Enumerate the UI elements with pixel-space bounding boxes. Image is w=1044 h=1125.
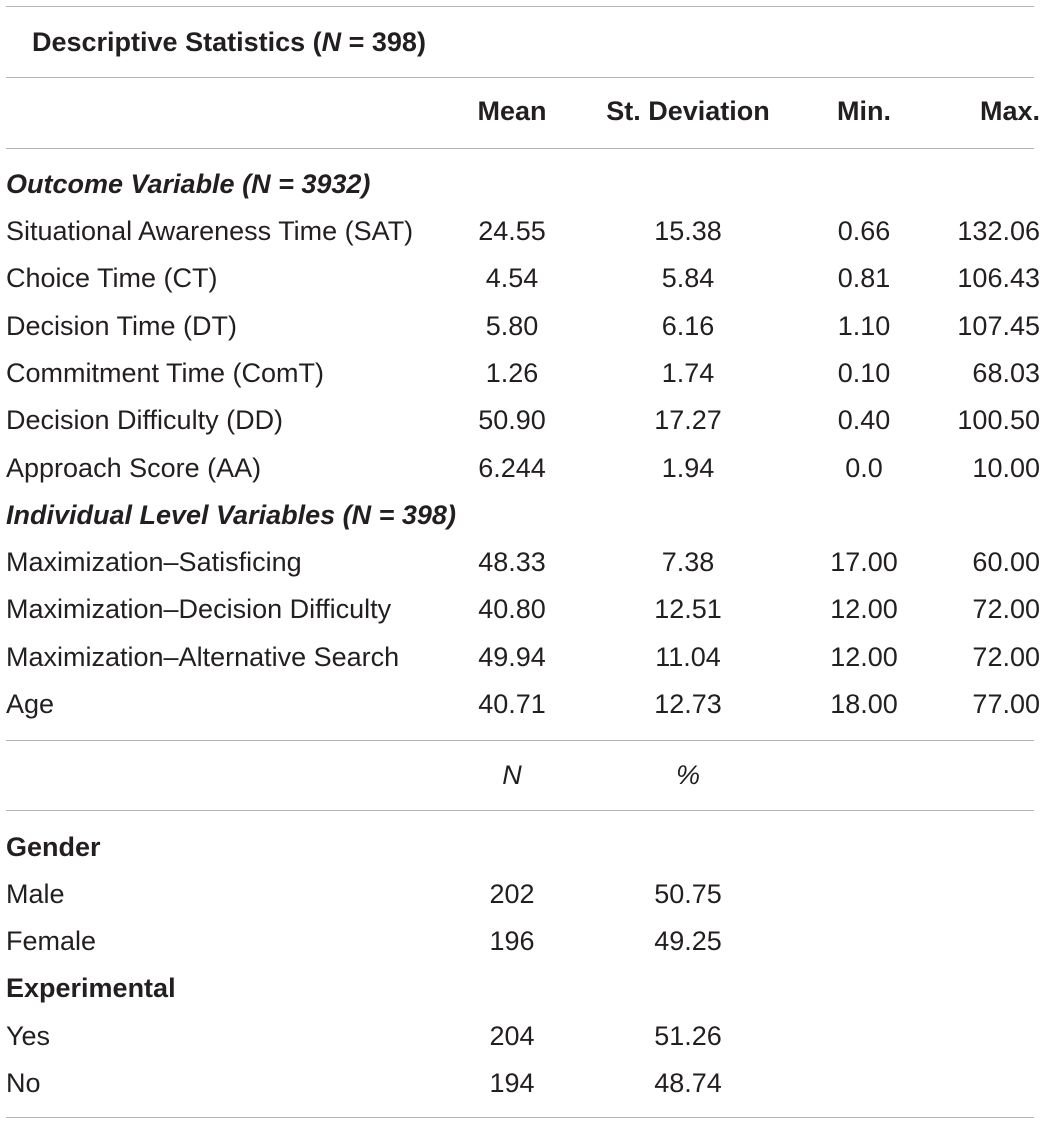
experimental-heading-text: Experimental [6,973,176,1003]
individual-suffix: = 398) [371,500,456,530]
title-prefix: Descriptive Statistics ( [32,27,322,57]
row-min: 1.10 [837,311,891,341]
row-label: Maximization–Satisficing [6,547,302,577]
table-row [0,258,1044,298]
row-label: Male [6,879,65,909]
row-mean: 48.33 [478,547,546,577]
row-pct: 51.26 [654,1021,722,1051]
row-mean: 40.71 [478,689,546,719]
table-row [0,211,1044,251]
outcome-section-text [6,164,370,204]
header-pct: % [675,760,700,790]
row-n: 196 [489,926,535,956]
top-rule [6,6,1034,7]
row-n: 194 [489,1068,535,1098]
title-rule [6,77,1034,78]
row-max: 72.00 [972,642,1040,672]
row-n: 202 [489,879,535,909]
outcome-prefix: Outcome Variable ( [6,169,252,199]
row-sd: 6.16 [661,311,715,341]
row-min: 0.81 [837,263,891,293]
row-mean: 1.26 [485,358,539,388]
table-row [0,637,1044,677]
row-label: Commitment Time (ComT) [6,358,325,388]
outcome-section-heading [0,164,1044,204]
column-header-row [0,91,1044,131]
row-max: 77.00 [972,689,1040,719]
row-sd: 1.74 [661,358,715,388]
row-min: 12.00 [830,594,898,624]
row-min: 17.00 [830,547,898,577]
individual-section-text [6,495,456,535]
section-rule [6,740,1034,741]
row-max: 10.00 [972,453,1040,483]
row-mean: 49.94 [478,642,546,672]
bottom-rule [6,1117,1034,1118]
outcome-n-symbol: N [251,169,271,199]
row-pct: 48.74 [654,1068,722,1098]
table-row [0,1016,1044,1056]
row-sd: 17.27 [654,405,722,435]
row-label: Choice Time (CT) [6,263,218,293]
table-title [0,22,1044,62]
row-max: 106.43 [957,263,1040,293]
frequency-header-rule [6,810,1034,811]
individual-n-symbol: N [351,500,372,530]
table-title-text [32,22,426,62]
table-row [0,306,1044,346]
row-sd: 11.04 [655,642,721,672]
table-row [0,353,1044,393]
table-row [0,1063,1044,1103]
row-sd: 12.51 [654,594,722,624]
header-sd: St. Deviation [606,96,770,126]
row-label: No [6,1068,41,1098]
gender-heading-text: Gender [6,832,101,862]
outcome-suffix: = 3932) [270,169,371,199]
header-rule [6,148,1034,149]
experimental-heading [0,968,1044,1008]
table-row [0,874,1044,914]
row-max: 100.50 [957,405,1040,435]
individual-section-heading [0,495,1044,535]
table-row [0,921,1044,961]
row-min: 0.10 [837,358,891,388]
row-label: Maximization–Decision Difficulty [6,594,392,624]
row-max: 107.45 [957,311,1040,341]
row-mean: 4.54 [485,263,539,293]
row-max: 68.03 [972,358,1040,388]
row-sd: 7.38 [661,547,715,577]
row-min: 0.40 [837,405,891,435]
header-n: N [502,760,522,790]
row-label: Situational Awareness Time (SAT) [6,216,414,246]
table-row [0,542,1044,582]
title-n-symbol: N [321,27,342,57]
row-sd: 5.84 [661,263,715,293]
row-mean: 6.244 [478,453,546,483]
row-min: 0.0 [845,453,883,483]
header-mean: Mean [477,96,547,126]
table-row [0,589,1044,629]
individual-prefix: Individual Level Variables ( [6,500,352,530]
row-max: 72.00 [972,594,1040,624]
row-mean: 40.80 [478,594,546,624]
row-label: Maximization–Alternative Search [6,642,400,672]
row-sd: 1.94 [661,453,715,483]
frequency-header-row [0,755,1044,795]
row-label: Yes [6,1021,51,1051]
title-suffix: = 398) [341,27,426,57]
gender-heading [0,827,1044,867]
row-label: Decision Difficulty (DD) [6,405,284,435]
row-mean: 5.80 [485,311,539,341]
row-min: 18.00 [830,689,898,719]
row-mean: 50.90 [478,405,546,435]
row-sd: 15.38 [654,216,722,246]
row-label: Decision Time (DT) [6,311,238,341]
row-min: 12.00 [830,642,898,672]
row-sd: 12.73 [654,689,722,719]
table-row [0,684,1044,724]
row-min: 0.66 [837,216,891,246]
table-row [0,400,1044,440]
row-pct: 50.75 [654,879,722,909]
row-mean: 24.55 [478,216,546,246]
row-max: 132.06 [957,216,1040,246]
row-label: Approach Score (AA) [6,453,262,483]
row-label: Age [6,689,55,719]
row-max: 60.00 [972,547,1040,577]
header-max: Max. [979,96,1040,126]
row-n: 204 [489,1021,535,1051]
table-row [0,448,1044,488]
row-label: Female [6,926,97,956]
header-min: Min. [837,96,891,126]
row-pct: 49.25 [654,926,722,956]
